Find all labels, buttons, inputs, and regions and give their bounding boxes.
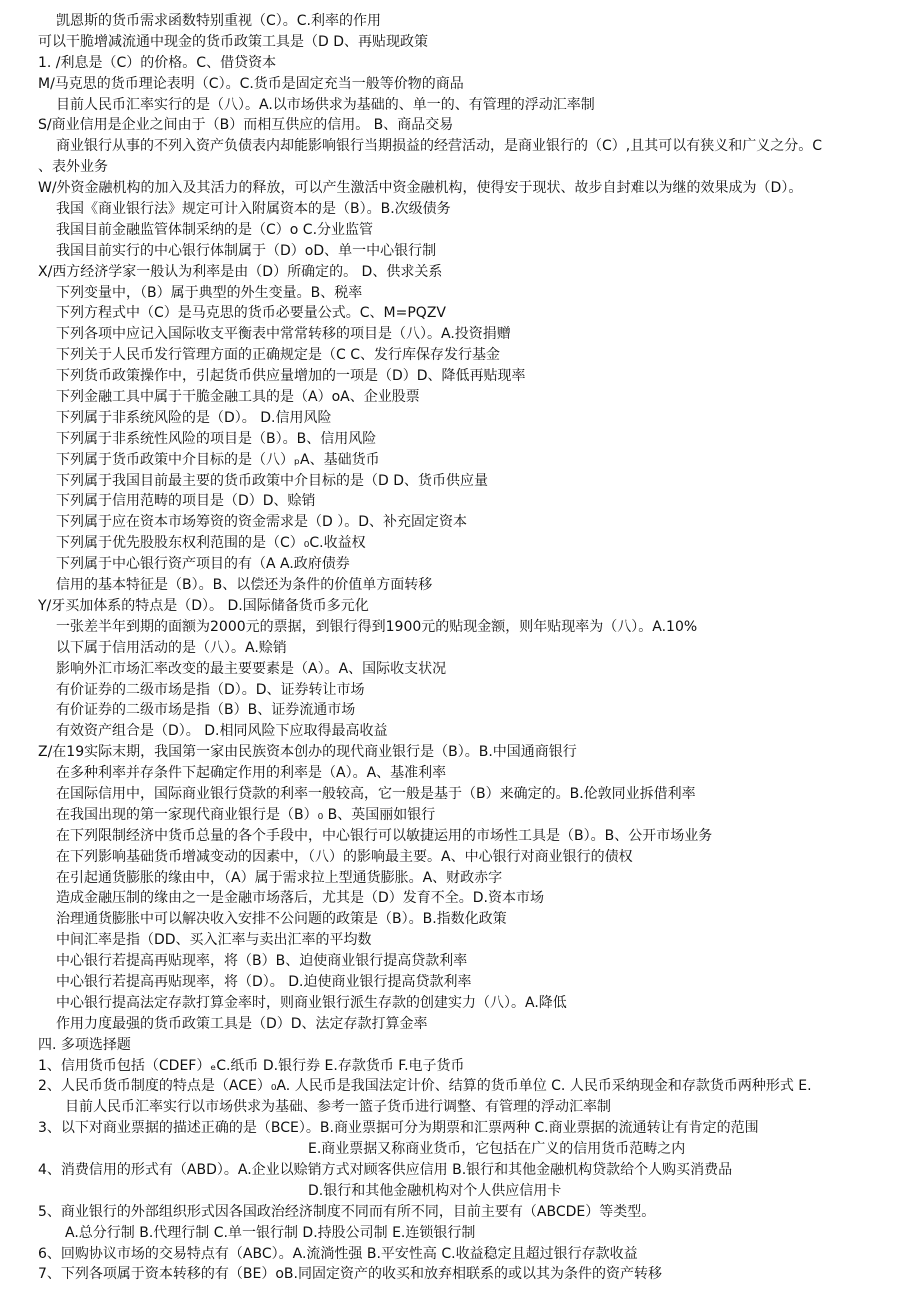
text-line: W/外资金融机构的加入及其活力的释放，可以产生激活中资金融机构，使得安于现状、故步自封难以为继的效果成为（D）。	[38, 180, 803, 197]
text-line: 6、回购协议市场的交易特点有（ABC）。A.流淌性强 B.平安性高 C.收益稳定且超过银行存款收益	[38, 1245, 638, 1262]
text-line: 影响外汇市场汇率改变的最主要要素是（A）。A、国际收支状况	[56, 660, 447, 677]
text-line: 下列关于人民币发行管理方面的正确规定是（C C、发行库保存发行基金	[56, 347, 500, 364]
text-line: 我国目前实行的中心银行体制属于（D）oD、单一中心银行制	[56, 242, 437, 259]
text-line: 下列属于非系统风险的是（D）。 D.信用风险	[56, 409, 332, 426]
text-line: 下列金融工具中属于干脆金融工具的是（A）oA、企业股票	[56, 389, 420, 406]
text-line: 下列属于非系统性风险的项目是（B）。B、信用风险	[56, 430, 377, 447]
text-line: 4、消费信用的形式有（ABD）。A.企业以赊销方式对顾客供应信用 B.银行和其他金融机构贷款给个人购买消费品	[38, 1161, 733, 1178]
text-line: 下列属于中心银行资产项目的有（A A.政府债券	[56, 556, 350, 573]
text-line: 造成金融压制的缘由之一是金融市场落后，尤其是（D）发育不全。D.资本市场	[56, 890, 545, 907]
text-line: 我国《商业银行法》规定可计入附属资本的是（B）。B.次级债务	[56, 201, 451, 218]
text-line: 在下列影响基础货币增减变动的因素中，（八）的影响最主要。A、中心银行对商业银行的债权	[56, 848, 633, 865]
text-line: 下列方程式中（C）是马克思的货币必要量公式。C、M=PQZV	[56, 305, 446, 322]
text-line: Y/牙买加体系的特点是（D）。 D.国际储备货币多元化	[38, 597, 369, 614]
text-line: 作用力度最强的货币政策工具是（D）D、法定存款打算金率	[56, 1015, 428, 1032]
text-line: 中间汇率是指（DD、买入汇率与卖出汇率的平均数	[56, 932, 372, 949]
text-line: 在引起通货膨胀的缘由中，（A）属于需求拉上型通货膨胀。A、财政赤字	[56, 869, 503, 886]
text-line: 在国际信用中，国际商业银行贷款的利率一般较高，它一般是基于（B）来确定的。B.伦敦同业拆借利率	[56, 785, 696, 802]
text-line: 商业银行从事的不列入资产负债表内却能影响银行当期损益的经营活动，是商业银行的（C）,且其可以有狭义和广义之分。C	[56, 138, 822, 155]
text-line: 中心银行若提高再贴现率，将（B）B、迫使商业银行提高贷款利率	[56, 953, 468, 970]
text-line: X/西方经济学家一般认为利率是由（D）所确定的。 D、供求关系	[38, 263, 443, 280]
text-line: 有价证券的二级市场是指（D）。D、证券转让市场	[56, 681, 365, 698]
text-line: 在多种利率并存条件下起确定作用的利率是（A）。A、基准利率	[56, 765, 447, 782]
text-line: D.银行和其他金融机构对个人供应信用卡	[308, 1182, 562, 1199]
text-line: Z/在19实际末期，我国第一家由民族资本创办的现代商业银行是（B）。B.中国通商银行	[38, 744, 577, 761]
text-line: 7、下列各项属于资本转移的有（BE）oB.同固定资产的收买和放弃相联系的或以其为条件的资产转移	[38, 1266, 662, 1283]
text-line: 目前人民币汇率实行的是（八）。A.以市场供求为基础的、单一的、有管理的浮动汇率制	[56, 96, 595, 113]
text-line: 下列属于信用范畴的项目是（D）D、赊销	[56, 493, 316, 510]
text-line: 、表外业务	[38, 159, 108, 176]
text-line: 目前人民币汇率实行以市场供求为基础、参考一篮子货币进行调整、有管理的浮动汇率制	[65, 1099, 611, 1116]
document-body	[38, 11, 898, 1285]
text-line: 下列各项中应记入国际收支平衡表中常常转移的项目是（八）。A.投资捐赠	[56, 326, 511, 343]
text-line: 在下列限制经济中货币总量的各个手段中，中心银行可以敏捷运用的市场性工具是（B）。B、公开市场业务	[56, 827, 713, 844]
text-line: 下列货币政策操作中，引起货币供应量增加的一项是（D）D、降低再贴现率	[56, 368, 526, 385]
text-line: 中心银行若提高再贴现率，将（D）。 D.迫使商业银行提高贷款利率	[56, 973, 472, 990]
text-line: 在我国出现的第一家现代商业银行是（B）₀ B、英国丽如银行	[56, 806, 436, 823]
text-line: M/马克思的货币理论表明（C）。C.货币是固定充当一般等价物的商品	[38, 75, 464, 92]
text-line: 有价证券的二级市场是指（B）B、证券流通市场	[56, 702, 356, 719]
text-line: 四. 多项选择题	[38, 1036, 131, 1053]
text-line: 1、信用货币包括（CDEF）ₑC.纸币 D.银行券 E.存款货币 F.电子货币	[38, 1057, 465, 1074]
text-line: 下列属于优先股股东权利范围的是（C）₀C.收益权	[56, 535, 366, 552]
text-line: 2、人民币货币制度的特点是（ACE）₀A. 人民币是我国法定计价、结算的货币单位 C. 人民币采纳现金和存款货币两种形式 E.	[38, 1078, 812, 1095]
text-line: 3、以下对商业票据的描述正确的是（BCE）。B.商业票据可分为期票和汇票两种 C.商业票据的流通转让有肯定的范围	[38, 1120, 759, 1137]
text-line: 中心银行提高法定存款打算金率时，则商业银行派生存款的创建实力（八）。A.降低	[56, 994, 567, 1011]
text-line: 治理通货膨胀中可以解决收入安排不公问题的政策是（B）。B.指数化政策	[56, 911, 507, 928]
text-line: A.总分行制 B.代理行制 C.单一银行制 D.持股公司制 E.连锁银行制	[65, 1224, 476, 1241]
text-line: 下列属于应在资本市场筹资的资金需求是（D ）。D、补充固定资本	[56, 514, 468, 531]
text-line: 信用的基本特征是（B）。B、以偿还为条件的价值单方面转移	[56, 577, 433, 594]
text-line: 下列属于我国目前最主要的货币政策中介目标的是（D D、货币供应量	[56, 472, 489, 489]
text-line: 可以干脆增减流通中现金的货币政策工具是（D D、再贴现政策	[38, 33, 429, 50]
text-line: S/商业信用是企业之间由于（B）而相互供应的信用。 B、商品交易	[38, 117, 454, 134]
text-line: 下列变量中，（B）属于典型的外生变量。B、税率	[56, 284, 363, 301]
text-line: 5、商业银行的外部组织形式因各国政治经济制度不同而有所不同，目前主要有（ABCDE）等类型。	[38, 1203, 656, 1220]
text-line: 下列属于货币政策中介目标的是（八）ₚA、基础货币	[56, 451, 380, 468]
text-line: 我国目前金融监管体制采纳的是（C）o C.分业监管	[56, 221, 374, 238]
text-line: E.商业票据又称商业货币，它包括在广义的信用货币范畴之内	[308, 1141, 686, 1158]
text-line: 有效资产组合是（D）。 D.相同风险下应取得最高收益	[56, 723, 388, 740]
text-line: 以下属于信用活动的是（八）。A.赊销	[56, 639, 287, 656]
text-line: 1. /利息是（C）的价格。C、借贷资本	[38, 54, 277, 71]
text-line: 一张差半年到期的面额为2000元的票据，到银行得到1900元的贴现金额，则年贴现率为（八）。A.10%	[56, 618, 698, 635]
text-line: 凯恩斯的货币需求函数特别重视（C）。C.利率的作用	[56, 13, 381, 29]
